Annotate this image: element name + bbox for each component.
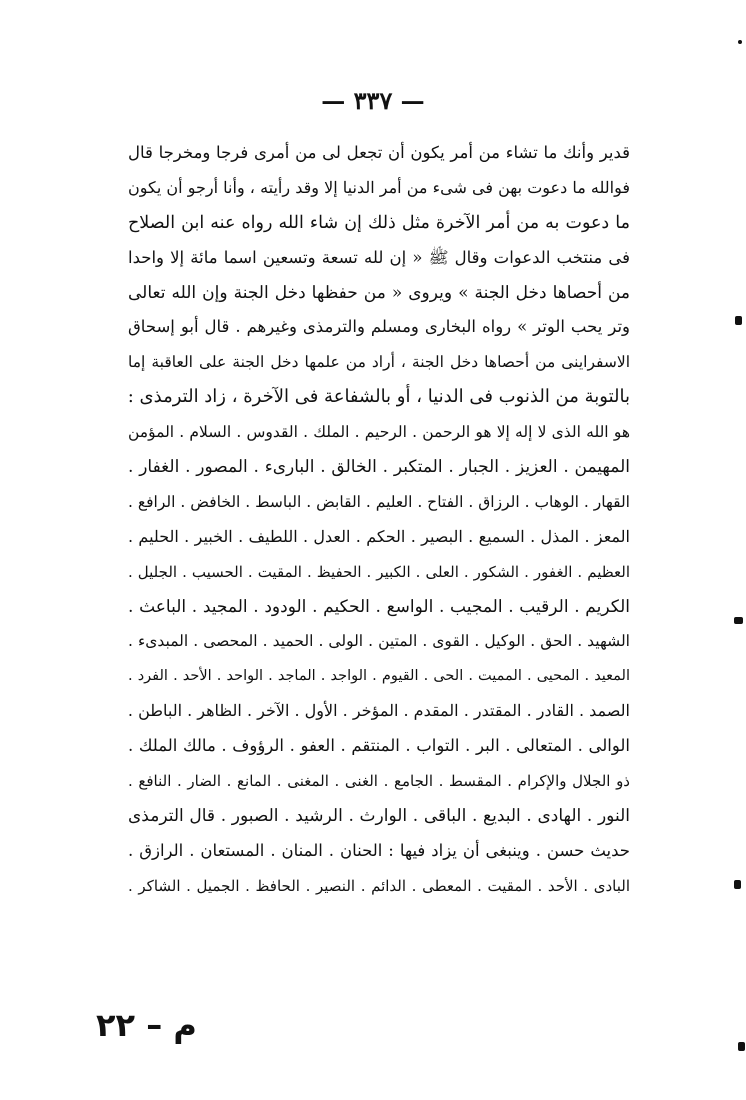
- text-line: فوالله ما دعوت بهن فى شىء من أمر الدنيا إلا وقد رأيته ، وأنا أرجو أن يكون: [128, 177, 630, 197]
- text-line: بالتوبة من الذنوب فى الدنيا ، أو بالشفاعة فى الآخرة ، زاد الترمذى :: [128, 386, 630, 408]
- text-line: من أحصاها دخل الجنة » ويروى « من حفظها دخل الجنة وإن الله تعالى: [128, 282, 630, 303]
- text-line: فى منتخب الدعوات وقال ﷺ « إن لله تسعة وتسعين اسما مائة إلا واحدا: [128, 247, 630, 267]
- text-line: الوالى . المتعالى . البر . التواب . المنتقم . العفو . الرؤوف . مالك الملك .: [128, 736, 630, 756]
- text-line: المهيمن . العزيز . الجبار . المتكبر . الخالق . البارىء . المصور . الغفار .: [128, 457, 630, 478]
- scan-edge-mark: [734, 880, 741, 889]
- text-line: ما دعوت به من أمر الآخرة مثل ذلك إن شاء الله رواه عنه ابن الصلاح: [128, 212, 630, 233]
- scan-edge-mark: [738, 40, 742, 44]
- text-line: العظيم . الغفور . الشكور . العلى . الكبير . الحفيظ . المقيت . الحسيب . الجليل .: [128, 562, 630, 581]
- text-line: المعيد . المحيى . المميت . الحى . القيوم . الواجد . الماجد . الواحد . الأحد . الفرد .: [128, 668, 630, 685]
- body-text: [128, 136, 630, 904]
- text-line: ذو الجلال والإكرام . المقسط . الجامع . الغنى . المغنى . المانع . الضار . النافع .: [128, 772, 630, 791]
- text-line: الكريم . الرقيب . المجيب . الواسع . الحكيم . الودود . المجيد . الباعث .: [128, 596, 630, 617]
- text-line: وتر يحب الوتر » رواه البخارى ومسلم والترمذى وغيرهم . قال أبو إسحاق: [128, 317, 630, 337]
- text-line: المعز . المذل . السميع . البصير . الحكم . العدل . اللطيف . الخبير . الحليم .: [128, 526, 630, 546]
- scan-edge-mark: [734, 617, 743, 624]
- text-line: هو الله الذى لا إله إلا هو الرحمن . الرحيم . الملك . القدوس . السلام . المؤمن: [128, 423, 630, 442]
- text-line: حديث حسن . وينبغى أن يزاد فيها : الحنان . المنان . المستعان . الرازق .: [128, 840, 630, 860]
- text-line: القهار . الوهاب . الرزاق . الفتاح . العليم . القابض . الباسط . الخافض . الرافع .: [128, 492, 630, 511]
- text-line: الصمد . القادر . المقتدر . المقدم . المؤخر . الأول . الآخر . الظاهر . الباطن .: [128, 701, 630, 721]
- text-line: البادى . الأحد . المقيت . المعطى . الدائم . النصير . الحافظ . الجميل . الشاكر .: [128, 876, 630, 895]
- text-line: قدير وأنك ما تشاء من أمر يكون أن تجعل لى من أمرى فرجا ومخرجا قال: [128, 143, 630, 162]
- scan-edge-mark: [735, 316, 742, 325]
- page-number: — ٣٣٧ —: [321, 86, 425, 115]
- text-line: الاسفراينى من أحصاها دخل الجنة ، أراد من علمها دخل الجنة على العاقبة إما: [128, 353, 630, 372]
- scan-edge-mark: [738, 1042, 745, 1051]
- text-line: النور . الهادى . البديع . الباقى . الوارث . الرشيد . الصبور . قال الترمذى: [128, 805, 630, 826]
- text-line: الشهيد . الحق . الوكيل . القوى . المتين . الولى . الحميد . المحصى . المبدىء .: [128, 632, 630, 651]
- printer-signature-mark: م – ٢٢: [96, 1006, 197, 1044]
